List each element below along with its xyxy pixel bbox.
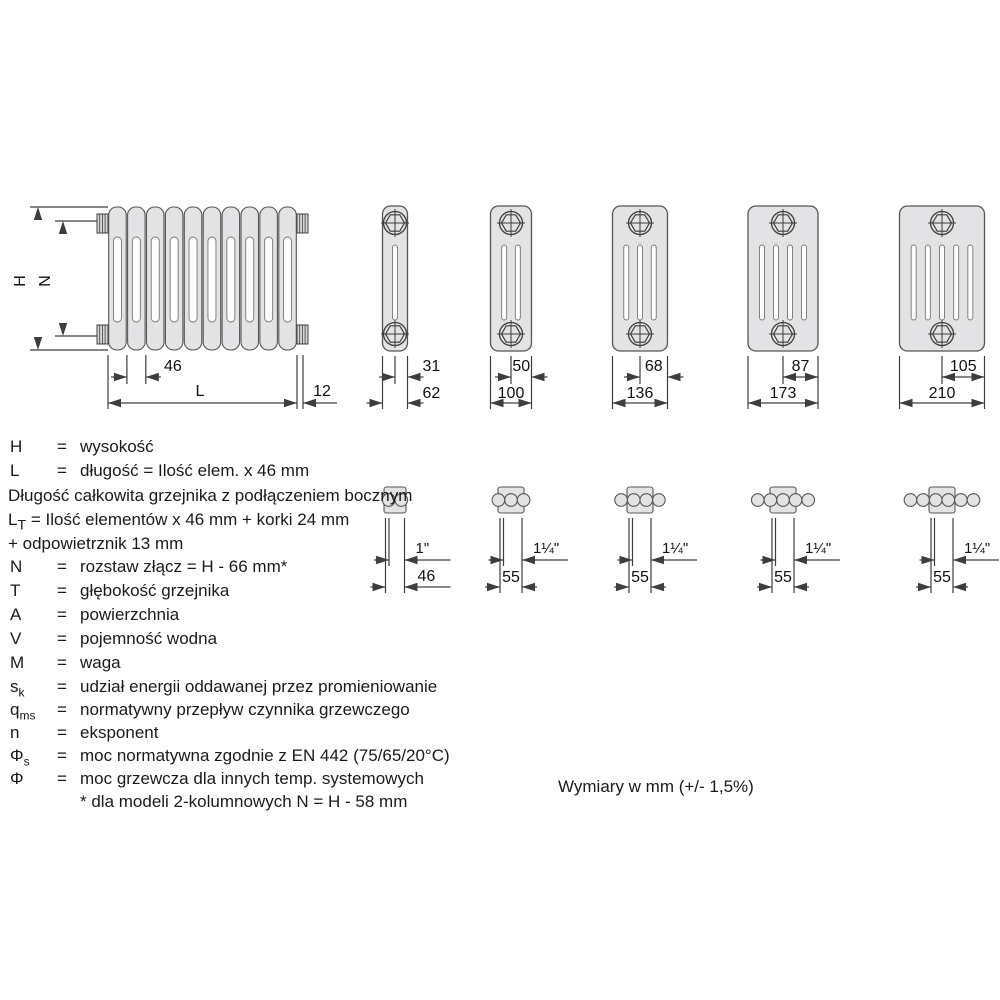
dim-label-100: 100 [497,385,525,402]
legend-equals: = [57,557,67,576]
connection-boss [297,214,308,233]
legend-description: moc grzewcza dla innych temp. systemowych [80,769,424,788]
legend-symbol: $q_{ms}$ [10,700,36,723]
profile-slot [624,245,629,320]
tube-circle [764,494,777,507]
dim-label-173: 173 [769,385,797,402]
dimension-arrow [34,207,42,220]
height-dimensions [12,207,108,350]
dimension-arrow [613,399,626,407]
legend-equals: = [57,629,67,648]
dim-label-62: 62 [422,385,441,402]
legend-footnote: * dla modeli 2-kolumnowych N = H - 58 mm [80,792,408,811]
connection-dimensions [916,518,999,593]
legend-symbol: $s_k$ [10,677,25,700]
connection-dimensions [371,518,451,593]
profile-5-column [748,206,818,409]
dim-label-12: 12 [313,383,331,400]
element-recess [208,237,216,322]
dimension-arrow [405,556,418,564]
legend-symbol: V [10,629,22,648]
front-view [12,207,337,409]
profile-slot [651,245,656,320]
length-dimensions [108,355,337,409]
dimension-arrow [763,556,776,564]
legend-row-sk [10,677,437,702]
legend-row-L [10,461,309,481]
dimension-arrow [668,373,681,381]
dim-label-87: 87 [791,358,810,375]
tube-circle [942,494,955,507]
tube-circle [492,494,505,507]
dim-label-connection: 1¼" [964,540,991,557]
legend-symbol: N [10,557,23,576]
element-recess [227,237,235,322]
profile-6-column [900,206,985,409]
profile-slot [802,245,807,320]
dim-label-46: 46 [164,358,182,375]
dimension-arrow [370,399,383,407]
connection-boss [297,325,308,344]
dimensions-note: Wymiary w mm (+/- 1,5%) [558,777,754,796]
dimension-arrow [405,583,418,591]
top-view-6-column [904,487,999,593]
profile-slot [968,245,973,320]
dimension-arrow [532,373,545,381]
profile-3-column [491,206,548,409]
legend-equals: = [57,723,67,742]
depth-dimensions-173 [748,356,818,409]
dimension-arrow [627,373,640,381]
dimension-arrow [34,337,42,350]
dim-label-68: 68 [644,358,663,375]
profile-slot [788,245,793,320]
tube-circle [789,494,802,507]
dim-label-hubwidth: 46 [417,568,436,585]
dimension-arrow [953,556,966,564]
legend-row-V [10,629,217,649]
legend-symbol: H [10,437,23,456]
element-recess [132,237,140,322]
legend-equals: = [57,746,67,765]
profile-slot [940,245,945,320]
dim-label-105: 105 [949,358,977,375]
legend-row-N [10,557,287,577]
element-recess [189,237,197,322]
legend-description: pojemność wodna [80,629,218,648]
legend-equals: = [57,653,67,672]
dim-label-connection: 1¼" [805,540,832,557]
profile-slot [774,245,779,320]
legend-line: Długość całkowita grzejnika z podłączeniem bocznym [8,486,413,505]
dimension-arrow [794,583,807,591]
dimension-arrow [487,583,500,591]
profile-4-column [613,206,684,409]
dimension-arrow [382,373,395,381]
profile-slot [911,245,916,320]
legend-row-Φ [10,769,424,789]
legend-description: moc normatywna zgodnie z EN 442 (75/65/20°C) [80,746,450,765]
dimension-arrow [522,556,535,564]
dimension-arrow [651,556,664,564]
dimension-arrow [376,556,389,564]
depth-dimensions-62 [367,356,441,409]
legend-description: wysokość [80,437,154,456]
dim-label-connection: 1" [415,540,430,557]
element-recess [113,237,121,322]
legend-description: powierzchnia [80,605,180,624]
tube-circle [802,494,815,507]
legend-description: głębokość grzejnika [80,581,230,600]
connection-boss [97,325,108,344]
legend-row-H [10,437,154,457]
element-recess [151,237,159,322]
tube-circle [929,494,942,507]
top-view-3-column [485,487,568,593]
profile-slot [925,245,930,320]
dim-label-31: 31 [422,358,441,375]
legend-equals: = [57,677,67,696]
legend-row-qms [10,700,410,725]
legend-description: waga [80,653,121,672]
profile-slot [760,245,765,320]
element-recess [246,237,254,322]
legend-equals: = [57,769,67,788]
dimension-arrow [805,399,818,407]
dimension-arrow [900,399,913,407]
dimension-arrow [114,373,127,381]
top-view-5-column [752,487,841,593]
dim-label-hubwidth: 55 [774,569,792,586]
legend-equals: = [57,700,67,719]
depth-dimensions-100 [491,356,548,409]
top-view-4-column [614,487,697,593]
profile-slot [638,245,643,320]
element-recess [265,237,273,322]
legend-equals: = [57,605,67,624]
dimension-arrow [748,399,761,407]
dimension-arrow [522,583,535,591]
legend-description: normatywny przepływ czynnika grzewczego [80,700,410,719]
legend-equals: = [57,461,67,480]
tube-circle [777,494,790,507]
legend-equals: = [57,581,67,600]
dimension-arrow [408,373,421,381]
dimension-arrow [498,373,511,381]
dim-label-hubwidth: 55 [631,569,649,586]
legend-row-T [10,581,229,601]
connection-boss [97,214,108,233]
dim-label-connection: 1¼" [533,540,560,557]
tube-circle [917,494,930,507]
dim-label-H: H [12,275,29,287]
element-recess [170,237,178,322]
legend-equals: = [57,437,67,456]
connection-dimensions [757,518,840,593]
legend-row-Φs [10,746,450,771]
dimension-arrow [373,583,386,591]
dimension-arrow [59,221,67,234]
dim-label-210: 210 [928,385,956,402]
legend-symbol: M [10,653,25,672]
dimension-arrow [651,583,664,591]
tube-circle [967,494,980,507]
dimension-arrow [284,399,297,407]
legend-symbol: L [10,461,20,480]
legend-symbol: n [10,723,20,742]
dimension-arrow [953,583,966,591]
legend-symbol: T [10,581,21,600]
profile-2-column [367,206,441,409]
dimension-arrow [408,399,421,407]
tube-circle [505,494,518,507]
tube-circle [904,494,917,507]
dimension-arrow [616,583,629,591]
dim-label-hubwidth: 55 [933,569,951,586]
dim-label-L: L [195,383,205,400]
dimension-arrow [620,556,633,564]
dimension-arrow [303,399,316,407]
profile-slot [393,245,398,320]
dim-label-hubwidth: 55 [502,569,520,586]
dimension-arrow [759,583,772,591]
dimension-arrow [491,556,504,564]
dimension-arrow [59,323,67,336]
tube-circle [653,494,666,507]
tube-circle [955,494,968,507]
legend-row-M [10,653,121,673]
legend-description: długość = Ilość elem. x 46 mm [80,461,310,480]
legend-description: eksponent [80,723,159,742]
legend-row-n [10,723,158,743]
dim-label-136: 136 [626,385,654,402]
dimension-arrow [972,399,985,407]
legend-symbol: Φ [10,769,24,788]
dimension-arrow [922,556,935,564]
legend-symbol: A [10,605,22,624]
legend-row-A [10,605,179,625]
legend-line-lt: $L_T$ = Ilość elementów x 46 mm + korki 24 mm [8,510,350,534]
dimension-arrow [146,373,159,381]
connection-dimensions [485,518,568,593]
tube-circle [640,494,653,507]
profile-slot [954,245,959,320]
tube-circle [517,494,530,507]
legend-symbol: $\Phi_s$ [10,746,30,769]
tube-circle [615,494,628,507]
dim-label-N: N [37,275,54,287]
legend-description: rozstaw złącz = H - 66 mm* [80,557,288,576]
dimension-arrow [655,399,668,407]
dimension-arrow [108,399,121,407]
element-recess [284,237,292,322]
dim-label-50: 50 [512,358,531,375]
tube-circle [752,494,765,507]
connection-dimensions [614,518,697,593]
profile-slot [515,245,520,320]
legend-description: udział energii oddawanej przez promieniowanie [80,677,438,696]
dim-label-connection: 1¼" [662,540,689,557]
depth-dimensions-210 [900,356,985,409]
legend-line: + odpowietrznik 13 mm [8,534,184,553]
dimension-arrow [794,556,807,564]
dimension-arrow [918,583,931,591]
tube-circle [627,494,640,507]
depth-dimensions-136 [613,356,684,409]
profile-slot [502,245,507,320]
